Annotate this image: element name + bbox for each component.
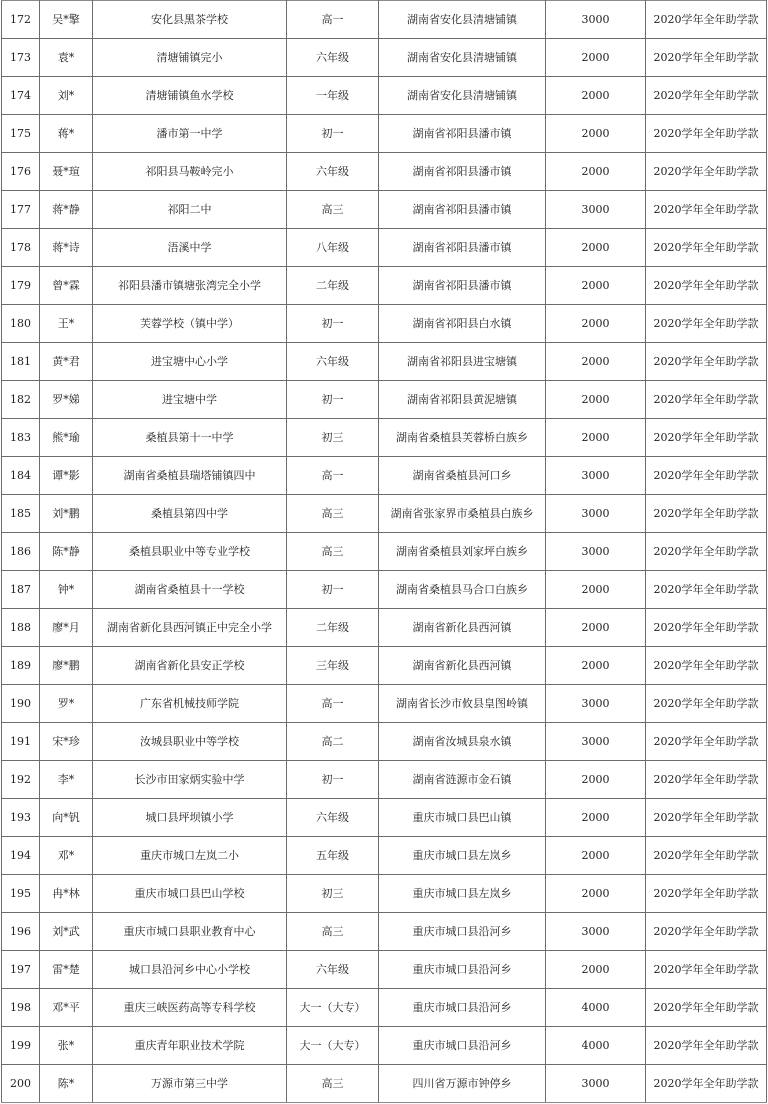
address-cell: 湖南省张家界市桑植县白族乡 [379, 495, 546, 533]
grade-cell: 六年级 [287, 343, 379, 381]
row-number-cell: 183 [2, 419, 40, 457]
table-row [2, 305, 767, 343]
note-cell: 2020学年全年助学款 [646, 799, 767, 837]
school-cell: 城口县沿河乡中心小学校 [93, 951, 287, 989]
address-cell: 湖南省祁阳县进宝塘镇 [379, 343, 546, 381]
table-row [2, 457, 767, 495]
amount-cell: 2000 [546, 77, 646, 115]
table-row [2, 533, 767, 571]
grade-cell: 高三 [287, 913, 379, 951]
row-number-cell: 197 [2, 951, 40, 989]
address-cell: 湖南省新化县西河镇 [379, 609, 546, 647]
row-number-cell: 173 [2, 39, 40, 77]
note-cell: 2020学年全年助学款 [646, 761, 767, 799]
row-number-cell: 196 [2, 913, 40, 951]
grade-cell: 六年级 [287, 39, 379, 77]
amount-cell: 3000 [546, 1, 646, 39]
table-row [2, 1027, 767, 1065]
student-name-cell: 邓*平 [40, 989, 93, 1027]
grade-cell: 六年级 [287, 153, 379, 191]
grade-cell: 高三 [287, 191, 379, 229]
table-row [2, 837, 767, 875]
amount-cell: 2000 [546, 647, 646, 685]
address-cell: 湖南省桑植县河口乡 [379, 457, 546, 495]
school-cell: 清塘铺镇完小 [93, 39, 287, 77]
amount-cell: 2000 [546, 419, 646, 457]
grade-cell: 二年级 [287, 609, 379, 647]
amount-cell: 2000 [546, 267, 646, 305]
school-cell: 祁阳二中 [93, 191, 287, 229]
row-number-cell: 200 [2, 1065, 40, 1103]
row-number-cell: 188 [2, 609, 40, 647]
note-cell: 2020学年全年助学款 [646, 267, 767, 305]
student-name-cell: 向*钒 [40, 799, 93, 837]
school-cell: 汝城县职业中等学校 [93, 723, 287, 761]
row-number-cell: 176 [2, 153, 40, 191]
row-number-cell: 195 [2, 875, 40, 913]
address-cell: 重庆市城口县左岚乡 [379, 837, 546, 875]
amount-cell: 2000 [546, 799, 646, 837]
amount-cell: 2000 [546, 761, 646, 799]
student-name-cell: 张* [40, 1027, 93, 1065]
note-cell: 2020学年全年助学款 [646, 723, 767, 761]
address-cell: 重庆市城口县沿河乡 [379, 1027, 546, 1065]
table-row [2, 571, 767, 609]
school-cell: 广东省机械技师学院 [93, 685, 287, 723]
amount-cell: 3000 [546, 685, 646, 723]
school-cell: 安化县黑茶学校 [93, 1, 287, 39]
table-row [2, 115, 767, 153]
address-cell: 湖南省祁阳县潘市镇 [379, 153, 546, 191]
school-cell: 祁阳县潘市镇塘张湾完全小学 [93, 267, 287, 305]
row-number-cell: 172 [2, 1, 40, 39]
amount-cell: 2000 [546, 875, 646, 913]
address-cell: 重庆市城口县沿河乡 [379, 989, 546, 1027]
address-cell: 湖南省祁阳县潘市镇 [379, 267, 546, 305]
row-number-cell: 184 [2, 457, 40, 495]
school-cell: 湖南省桑植县瑞塔铺镇四中 [93, 457, 287, 495]
student-name-cell: 蒋*静 [40, 191, 93, 229]
amount-cell: 2000 [546, 381, 646, 419]
grade-cell: 大一（大专） [287, 1027, 379, 1065]
grade-cell: 高三 [287, 533, 379, 571]
address-cell: 重庆市城口县左岚乡 [379, 875, 546, 913]
student-name-cell: 王* [40, 305, 93, 343]
student-name-cell: 谭*影 [40, 457, 93, 495]
school-cell: 浯溪中学 [93, 229, 287, 267]
note-cell: 2020学年全年助学款 [646, 77, 767, 115]
address-cell: 湖南省祁阳县白水镇 [379, 305, 546, 343]
grade-cell: 初三 [287, 419, 379, 457]
amount-cell: 4000 [546, 1027, 646, 1065]
amount-cell: 3000 [546, 533, 646, 571]
amount-cell: 2000 [546, 305, 646, 343]
student-name-cell: 冉*林 [40, 875, 93, 913]
grade-cell: 高三 [287, 1065, 379, 1103]
row-number-cell: 181 [2, 343, 40, 381]
table-row [2, 343, 767, 381]
school-cell: 桑植县职业中等专业学校 [93, 533, 287, 571]
table-row [2, 723, 767, 761]
address-cell: 湖南省祁阳县潘市镇 [379, 191, 546, 229]
school-cell: 万源市第三中学 [93, 1065, 287, 1103]
school-cell: 重庆青年职业技术学院 [93, 1027, 287, 1065]
note-cell: 2020学年全年助学款 [646, 647, 767, 685]
school-cell: 长沙市田家炳实验中学 [93, 761, 287, 799]
student-name-cell: 刘*鹏 [40, 495, 93, 533]
note-cell: 2020学年全年助学款 [646, 875, 767, 913]
row-number-cell: 182 [2, 381, 40, 419]
row-number-cell: 191 [2, 723, 40, 761]
note-cell: 2020学年全年助学款 [646, 609, 767, 647]
table-row [2, 609, 767, 647]
address-cell: 湖南省安化县清塘铺镇 [379, 1, 546, 39]
note-cell: 2020学年全年助学款 [646, 381, 767, 419]
address-cell: 湖南省祁阳县潘市镇 [379, 229, 546, 267]
amount-cell: 2000 [546, 609, 646, 647]
amount-cell: 3000 [546, 457, 646, 495]
school-cell: 重庆市城口县巴山学校 [93, 875, 287, 913]
student-name-cell: 钟* [40, 571, 93, 609]
school-cell: 重庆三峡医药高等专科学校 [93, 989, 287, 1027]
amount-cell: 3000 [546, 723, 646, 761]
row-number-cell: 179 [2, 267, 40, 305]
table-row [2, 39, 767, 77]
row-number-cell: 174 [2, 77, 40, 115]
sponsorship-table [1, 0, 767, 1103]
address-cell: 湖南省桑植县马合口白族乡 [379, 571, 546, 609]
table-body [2, 1, 767, 1103]
note-cell: 2020学年全年助学款 [646, 343, 767, 381]
student-name-cell: 邓* [40, 837, 93, 875]
school-cell: 桑植县第十一中学 [93, 419, 287, 457]
student-name-cell: 雷*楚 [40, 951, 93, 989]
school-cell: 重庆市城口县职业教育中心 [93, 913, 287, 951]
table-row [2, 761, 767, 799]
school-cell: 桑植县第四中学 [93, 495, 287, 533]
row-number-cell: 194 [2, 837, 40, 875]
address-cell: 湖南省祁阳县潘市镇 [379, 115, 546, 153]
student-name-cell: 罗* [40, 685, 93, 723]
student-name-cell: 袁* [40, 39, 93, 77]
school-cell: 祁阳县马鞍岭完小 [93, 153, 287, 191]
row-number-cell: 198 [2, 989, 40, 1027]
row-number-cell: 177 [2, 191, 40, 229]
amount-cell: 3000 [546, 495, 646, 533]
grade-cell: 高三 [287, 495, 379, 533]
note-cell: 2020学年全年助学款 [646, 457, 767, 495]
note-cell: 2020学年全年助学款 [646, 495, 767, 533]
table-row [2, 875, 767, 913]
address-cell: 湖南省汝城县泉水镇 [379, 723, 546, 761]
address-cell: 湖南省桑植县刘家坪白族乡 [379, 533, 546, 571]
table-row [2, 913, 767, 951]
table-row [2, 989, 767, 1027]
table-row [2, 77, 767, 115]
student-name-cell: 廖*月 [40, 609, 93, 647]
student-name-cell: 刘*武 [40, 913, 93, 951]
amount-cell: 3000 [546, 1065, 646, 1103]
grade-cell: 初一 [287, 305, 379, 343]
address-cell: 湖南省祁阳县黄泥塘镇 [379, 381, 546, 419]
student-name-cell: 廖*鹏 [40, 647, 93, 685]
table-row [2, 229, 767, 267]
grade-cell: 一年级 [287, 77, 379, 115]
school-cell: 重庆市城口左岚二小 [93, 837, 287, 875]
note-cell: 2020学年全年助学款 [646, 115, 767, 153]
grade-cell: 六年级 [287, 799, 379, 837]
school-cell: 进宝塘中学 [93, 381, 287, 419]
note-cell: 2020学年全年助学款 [646, 951, 767, 989]
row-number-cell: 190 [2, 685, 40, 723]
grade-cell: 高一 [287, 1, 379, 39]
grade-cell: 初一 [287, 115, 379, 153]
student-name-cell: 李* [40, 761, 93, 799]
row-number-cell: 187 [2, 571, 40, 609]
amount-cell: 2000 [546, 39, 646, 77]
address-cell: 四川省万源市钟停乡 [379, 1065, 546, 1103]
note-cell: 2020学年全年助学款 [646, 1027, 767, 1065]
note-cell: 2020学年全年助学款 [646, 419, 767, 457]
address-cell: 湖南省安化县清塘铺镇 [379, 39, 546, 77]
note-cell: 2020学年全年助学款 [646, 191, 767, 229]
amount-cell: 2000 [546, 951, 646, 989]
table-row [2, 191, 767, 229]
table-row [2, 1, 767, 39]
note-cell: 2020学年全年助学款 [646, 571, 767, 609]
note-cell: 2020学年全年助学款 [646, 533, 767, 571]
address-cell: 重庆市城口县沿河乡 [379, 951, 546, 989]
row-number-cell: 175 [2, 115, 40, 153]
amount-cell: 2000 [546, 115, 646, 153]
amount-cell: 2000 [546, 153, 646, 191]
student-name-cell: 刘* [40, 77, 93, 115]
amount-cell: 2000 [546, 343, 646, 381]
table-row [2, 647, 767, 685]
school-cell: 进宝塘中心小学 [93, 343, 287, 381]
table-row [2, 951, 767, 989]
address-cell: 重庆市城口县沿河乡 [379, 913, 546, 951]
student-name-cell: 陈*静 [40, 533, 93, 571]
address-cell: 湖南省涟源市金石镇 [379, 761, 546, 799]
school-cell: 湖南省桑植县十一学校 [93, 571, 287, 609]
school-cell: 湖南省新化县安正学校 [93, 647, 287, 685]
student-name-cell: 陈* [40, 1065, 93, 1103]
student-name-cell: 聂*瑄 [40, 153, 93, 191]
row-number-cell: 193 [2, 799, 40, 837]
table-row [2, 419, 767, 457]
address-cell: 湖南省安化县清塘铺镇 [379, 77, 546, 115]
school-cell: 清塘铺镇鱼水学校 [93, 77, 287, 115]
student-name-cell: 黄*君 [40, 343, 93, 381]
note-cell: 2020学年全年助学款 [646, 305, 767, 343]
student-name-cell: 吴*擎 [40, 1, 93, 39]
note-cell: 2020学年全年助学款 [646, 989, 767, 1027]
table-row [2, 799, 767, 837]
address-cell: 湖南省桑植县芙蓉桥白族乡 [379, 419, 546, 457]
student-name-cell: 蒋* [40, 115, 93, 153]
note-cell: 2020学年全年助学款 [646, 1065, 767, 1103]
row-number-cell: 180 [2, 305, 40, 343]
grade-cell: 初一 [287, 381, 379, 419]
student-name-cell: 罗*娣 [40, 381, 93, 419]
grade-cell: 初一 [287, 761, 379, 799]
student-name-cell: 蒋*诗 [40, 229, 93, 267]
amount-cell: 2000 [546, 229, 646, 267]
table-row [2, 267, 767, 305]
row-number-cell: 199 [2, 1027, 40, 1065]
student-name-cell: 熊*瑜 [40, 419, 93, 457]
table-row [2, 685, 767, 723]
amount-cell: 4000 [546, 989, 646, 1027]
note-cell: 2020学年全年助学款 [646, 39, 767, 77]
amount-cell: 2000 [546, 571, 646, 609]
row-number-cell: 178 [2, 229, 40, 267]
grade-cell: 高一 [287, 457, 379, 495]
address-cell: 湖南省新化县西河镇 [379, 647, 546, 685]
row-number-cell: 189 [2, 647, 40, 685]
grade-cell: 五年级 [287, 837, 379, 875]
row-number-cell: 192 [2, 761, 40, 799]
grade-cell: 高二 [287, 723, 379, 761]
table-row [2, 1065, 767, 1103]
grade-cell: 三年级 [287, 647, 379, 685]
amount-cell: 3000 [546, 913, 646, 951]
table-row [2, 495, 767, 533]
school-cell: 潘市第一中学 [93, 115, 287, 153]
grade-cell: 高一 [287, 685, 379, 723]
note-cell: 2020学年全年助学款 [646, 913, 767, 951]
grade-cell: 六年级 [287, 951, 379, 989]
table-row [2, 381, 767, 419]
student-name-cell: 曾*霖 [40, 267, 93, 305]
grade-cell: 八年级 [287, 229, 379, 267]
row-number-cell: 185 [2, 495, 40, 533]
school-cell: 湖南省新化县西河镇正中完全小学 [93, 609, 287, 647]
school-cell: 芙蓉学校（镇中学） [93, 305, 287, 343]
amount-cell: 3000 [546, 191, 646, 229]
grade-cell: 二年级 [287, 267, 379, 305]
school-cell: 城口县坪坝镇小学 [93, 799, 287, 837]
note-cell: 2020学年全年助学款 [646, 837, 767, 875]
student-name-cell: 宋*珍 [40, 723, 93, 761]
table-row [2, 153, 767, 191]
row-number-cell: 186 [2, 533, 40, 571]
note-cell: 2020学年全年助学款 [646, 229, 767, 267]
grade-cell: 大一（大专） [287, 989, 379, 1027]
address-cell: 重庆市城口县巴山镇 [379, 799, 546, 837]
grade-cell: 初一 [287, 571, 379, 609]
note-cell: 2020学年全年助学款 [646, 153, 767, 191]
grade-cell: 初三 [287, 875, 379, 913]
note-cell: 2020学年全年助学款 [646, 685, 767, 723]
address-cell: 湖南省长沙市攸县皇图岭镇 [379, 685, 546, 723]
amount-cell: 2000 [546, 837, 646, 875]
note-cell: 2020学年全年助学款 [646, 1, 767, 39]
